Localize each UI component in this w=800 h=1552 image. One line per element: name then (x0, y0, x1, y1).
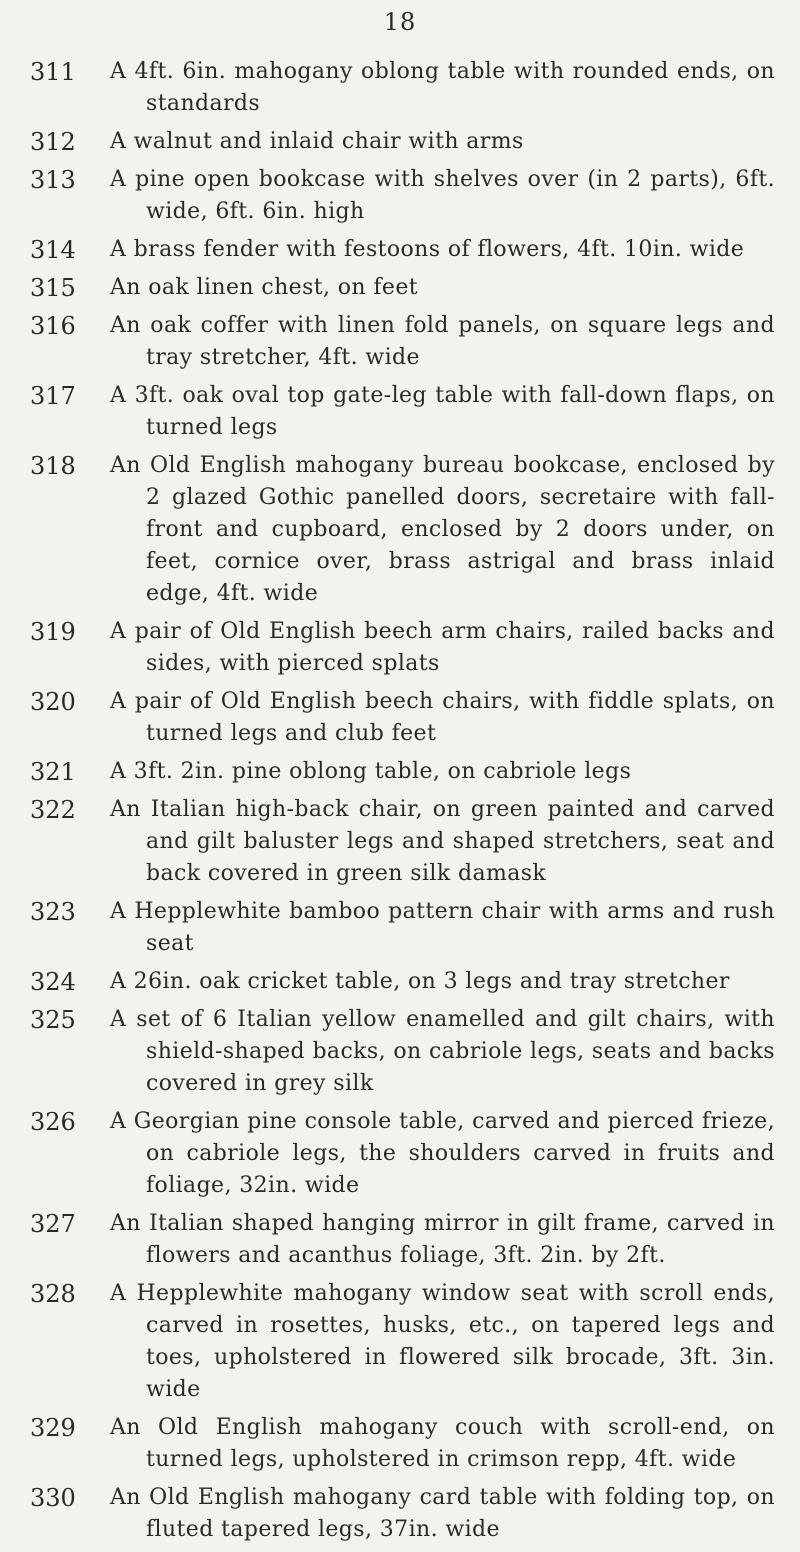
lot-number: 311 (30, 58, 76, 86)
lot-description: A Georgian pine console table, carved and pierced frieze, on cabriole legs, the shoulders carved in fruits and foliage, 32in. wide (110, 1109, 775, 1198)
lot-number: 321 (30, 758, 76, 786)
lot-number: 316 (30, 312, 76, 340)
lot-entry (0, 1106, 800, 1202)
lot-number: 315 (30, 274, 76, 302)
page-number: 18 (383, 8, 417, 36)
lot-entry (0, 794, 800, 890)
lot-entry (0, 756, 800, 788)
lot-number: 324 (30, 968, 76, 996)
lot-number: 318 (30, 452, 76, 480)
lot-entry (0, 1208, 800, 1272)
lot-description: A pair of Old English beech chairs, with fiddle splats, on turned legs and club feet (110, 689, 775, 746)
lot-number: 325 (30, 1006, 76, 1034)
lot-number: 323 (30, 898, 76, 926)
lot-description: A walnut and inlaid chair with arms (110, 129, 524, 154)
lot-entry (0, 310, 800, 374)
lot-entry (0, 966, 800, 998)
lot-description: A pine open bookcase with shelves over (in 2 parts), 6ft. wide, 6ft. 6in. high (110, 167, 775, 224)
lot-description: A set of 6 Italian yellow enamelled and gilt chairs, with shield-shaped backs, on cabriole legs, seats and backs covered in grey silk (110, 1007, 775, 1096)
lot-entry (0, 1278, 800, 1406)
lot-description: An oak coffer with linen fold panels, on square legs and tray stretcher, 4ft. wide (110, 313, 775, 370)
lot-entry (0, 126, 800, 158)
lot-number: 317 (30, 382, 76, 410)
lot-description: A 3ft. 2in. pine oblong table, on cabriole legs (110, 759, 632, 784)
lot-number: 329 (30, 1414, 76, 1442)
lot-description: A 4ft. 6in. mahogany oblong table with rounded ends, on standards (110, 59, 775, 116)
lot-entry (0, 234, 800, 266)
lot-number: 330 (30, 1484, 76, 1512)
lot-description: An Italian shaped hanging mirror in gilt frame, carved in flowers and acanthus foliage, 3ft. 2in. by 2ft. (110, 1211, 775, 1268)
lot-number: 312 (30, 128, 76, 156)
lot-entry (0, 164, 800, 228)
lot-description: A Hepplewhite mahogany window seat with scroll ends, carved in rosettes, husks, etc., on tapered legs and toes, upholstered in flowered silk brocade, 3ft. 3in. wide (110, 1281, 775, 1402)
lot-entry (0, 1482, 800, 1546)
lot-entry (0, 1412, 800, 1476)
lot-entry (0, 686, 800, 750)
lot-entry (0, 380, 800, 444)
lot-number: 328 (30, 1280, 76, 1308)
lot-description: A 3ft. oak oval top gate-leg table with fall-down flaps, on turned legs (110, 383, 775, 440)
lot-description: An Old English mahogany bureau bookcase, enclosed by 2 glazed Gothic panelled doors, secretaire with fall-front and cupboard, enclosed by 2 doors under, on feet, cornice over, brass astrigal and brass inlaid edge, 4ft. wide (110, 453, 775, 606)
lot-number: 320 (30, 688, 76, 716)
lot-entry (0, 1004, 800, 1100)
lot-number: 314 (30, 236, 76, 264)
lot-entry (0, 56, 800, 120)
lot-entry (0, 272, 800, 304)
lot-number: 319 (30, 618, 76, 646)
lot-number: 326 (30, 1108, 76, 1136)
lot-description: A brass fender with festoons of flowers, 4ft. 10in. wide (110, 237, 745, 262)
lot-description: An oak linen chest, on feet (110, 275, 419, 300)
lot-description: An Italian high-back chair, on green painted and carved and gilt baluster legs and shaped stretchers, seat and back covered in green silk damask (110, 797, 775, 886)
lot-description: A pair of Old English beech arm chairs, railed backs and sides, with pierced splats (110, 619, 775, 676)
lot-entry (0, 450, 800, 610)
lot-number: 322 (30, 796, 76, 824)
lot-entry (0, 616, 800, 680)
lot-description: A 26in. oak cricket table, on 3 legs and tray stretcher (110, 969, 730, 994)
lot-number: 313 (30, 166, 76, 194)
lot-list (0, 56, 800, 1552)
lot-description: An Old English mahogany couch with scroll-end, on turned legs, upholstered in crimson repp, 4ft. wide (110, 1415, 775, 1472)
lot-number: 327 (30, 1210, 76, 1238)
lot-description: An Old English mahogany card table with folding top, on fluted tapered legs, 37in. wide (110, 1485, 775, 1542)
lot-description: A Hepplewhite bamboo pattern chair with arms and rush seat (110, 899, 775, 956)
lot-entry (0, 896, 800, 960)
